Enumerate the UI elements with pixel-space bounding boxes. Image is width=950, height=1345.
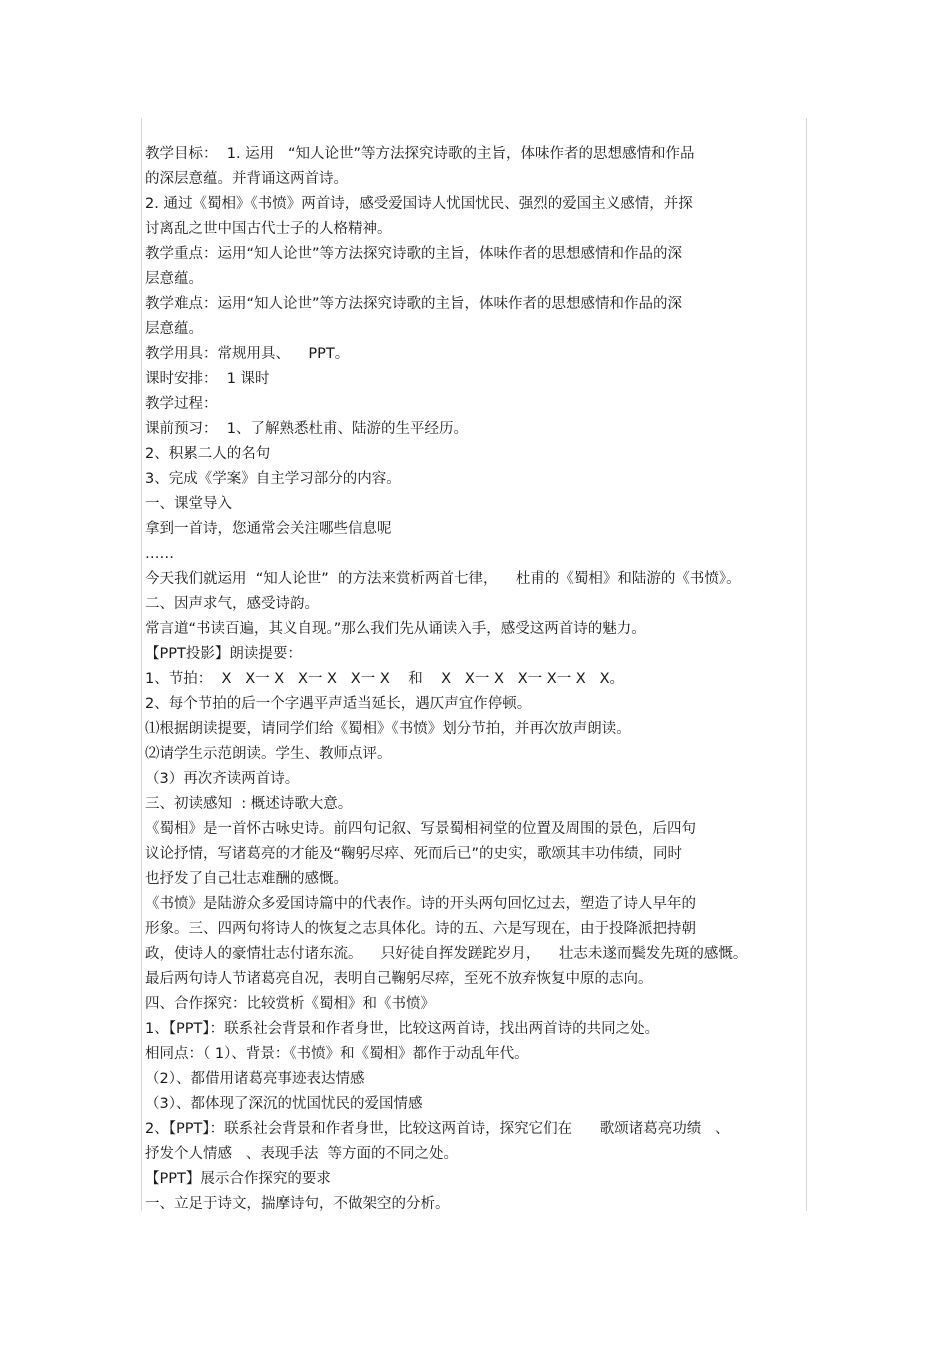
text-line: 拿到一首诗，您通常会关注哪些信息呢 bbox=[145, 521, 392, 537]
text-line: 教学用具：常规用具、 PPT。 bbox=[145, 346, 350, 362]
text-line: 也抒发了自己壮志难酬的感慨。 bbox=[145, 871, 348, 887]
text-line: 【PPT】展示合作探究的要求 bbox=[145, 1171, 331, 1187]
text-line: 常言道“书读百遍，其义自现。”那么我们先从诵读入手，感受这两首诗的魅力。 bbox=[145, 621, 646, 637]
text-line: 2、每个节拍的后一个字遇平声适当延长，遇仄声宜作停顿。 bbox=[145, 696, 532, 712]
text-line: 四、合作探究：比较赏析《蜀相》和《书愤》 bbox=[145, 996, 435, 1012]
text-line: 层意蕴。 bbox=[145, 321, 203, 337]
text-line: 讨离乱之世中国古代士子的人格精神。 bbox=[145, 221, 392, 237]
text-line: 层意蕴。 bbox=[145, 271, 203, 287]
text-line: 1、节拍： X X一 X X一 X X一 X 和 X X一 X X一 X一 X X。 bbox=[145, 671, 625, 687]
text-line: 今天我们就运用 “知人论世” 的方法来赏析两首七律， 杜甫的《蜀相》和陆游的《书愤》。 bbox=[145, 571, 741, 587]
text-line: 形象。三、四两句将诗人的恢复之志具体化。诗的五、六是写现在，由于投降派把持朝 bbox=[145, 921, 696, 937]
text-line: （2）、都借用诸葛亮事迹表达情感 bbox=[145, 1071, 365, 1087]
text-line: 课时安排： 1 课时 bbox=[145, 371, 270, 387]
text-line: 教学过程： bbox=[145, 396, 218, 412]
text-line: 3、完成《学案》自主学习部分的内容。 bbox=[145, 471, 401, 487]
text-line: 教学目标： 1. 运用 “知人论世”等方法探究诗歌的主旨，体味作者的思想感情和作品 bbox=[145, 146, 695, 162]
text-line: 一、课堂导入 bbox=[145, 496, 232, 512]
text-line: 《书愤》是陆游众多爱国诗篇中的代表作。诗的开头两句回忆过去，塑造了诗人早年的 bbox=[145, 896, 696, 912]
text-line: 课前预习： 1、了解熟悉杜甫、陆游的生平经历。 bbox=[145, 421, 468, 437]
text-line: （3）再次齐读两首诗。 bbox=[145, 771, 300, 787]
text-line: 一、立足于诗文，揣摩诗句，不做架空的分析。 bbox=[145, 1196, 450, 1212]
text-line: ⑵请学生示范朗读。学生、教师点评。 bbox=[145, 746, 392, 762]
text-line: 【PPT投影】朗读提要： bbox=[145, 646, 302, 662]
document-body bbox=[145, 142, 825, 1217]
text-line: 三、初读感知 : 概述诗歌大意。 bbox=[145, 796, 353, 812]
text-line: 2、【PPT】：联系社会背景和作者身世，比较这两首诗，探究它们在 歌颂诸葛亮功绩 、 bbox=[145, 1121, 730, 1137]
text-line: 二、因声求气，感受诗韵。 bbox=[145, 596, 319, 612]
text-line: 1、【PPT】：联系社会背景和作者身世，比较这两首诗，找出两首诗的共同之处。 bbox=[145, 1021, 660, 1037]
text-line: 教学重点：运用“知人论世”等方法探究诗歌的主旨，体味作者的思想感情和作品的深 bbox=[145, 246, 683, 262]
text-line: 2、积累二人的名句 bbox=[145, 446, 271, 462]
text-line: 相同点：（ 1）、背景：《书愤》和《蜀相》都作于动乱年代。 bbox=[145, 1046, 529, 1062]
text-line: 议论抒情，写诸葛亮的才能及“鞠躬尽瘁、死而后已”的史实，歌颂其丰功伟绩，同时 bbox=[145, 846, 683, 862]
text-line: 教学难点：运用“知人论世”等方法探究诗歌的主旨，体味作者的思想感情和作品的深 bbox=[145, 296, 683, 312]
text-line: （3）、都体现了深沉的忧国忧民的爱国情感 bbox=[145, 1096, 423, 1112]
page-border-left bbox=[141, 118, 142, 1211]
text-line: 抒发个人情感 、表现手法 等方面的不同之处。 bbox=[145, 1146, 459, 1162]
text-line: 2. 通过《蜀相》《书愤》两首诗，感受爱国诗人忧国忧民、强烈的爱国主义感情，并探 bbox=[145, 196, 693, 212]
text-line: ⑴根据朗读提要，请同学们给《蜀相》《书愤》划分节拍，并再次放声朗读。 bbox=[145, 721, 631, 737]
text-line: 的深层意蕴。并背诵这两首诗。 bbox=[145, 171, 348, 187]
text-line: 政，使诗人的豪情壮志付诸东流。 只好徒自挥发蹉跎岁月， 壮志未遂而鬓发先斑的感慨。 bbox=[145, 946, 748, 962]
text-line: 《蜀相》是一首怀古咏史诗。前四句记叙、写景蜀相祠堂的位置及周围的景色，后四句 bbox=[145, 821, 696, 837]
text-line: …… bbox=[145, 546, 174, 562]
text-line: 最后两句诗人节诸葛亮自况，表明自己鞠躬尽瘁，至死不放弃恢复中原的志向。 bbox=[145, 971, 653, 987]
